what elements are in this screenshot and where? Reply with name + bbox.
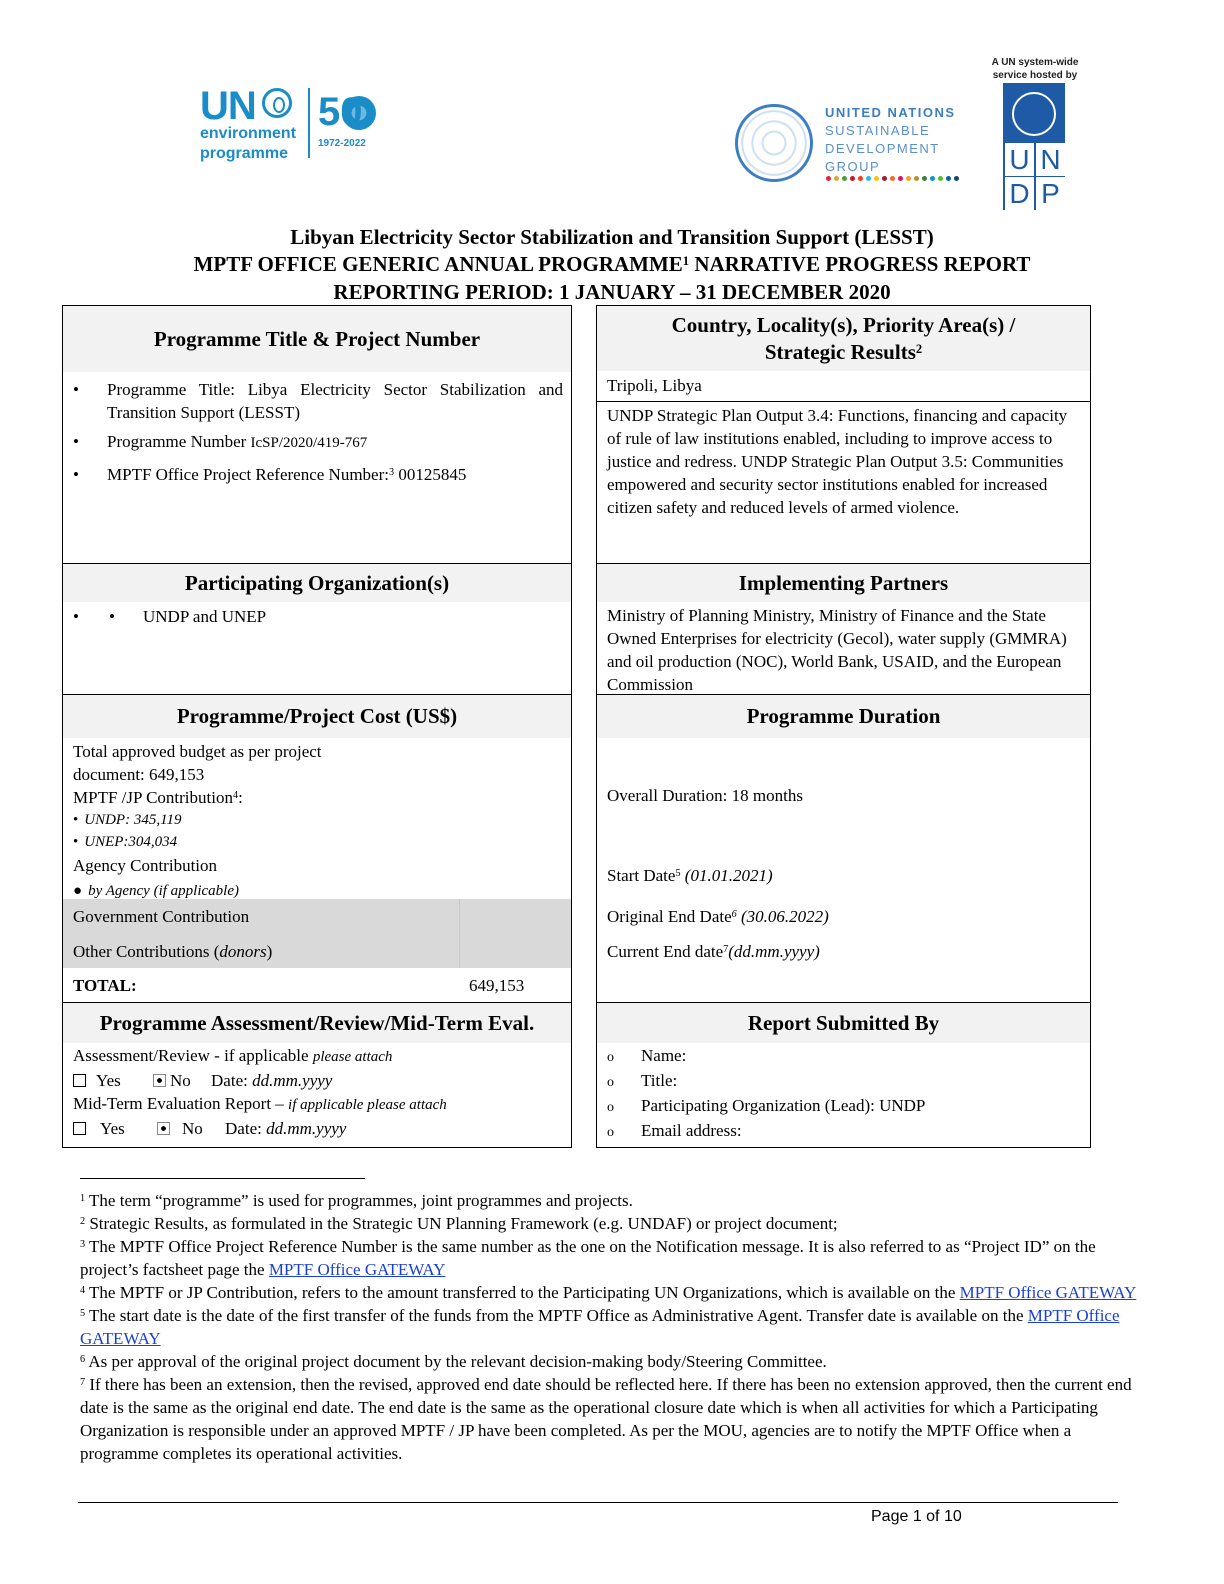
submitted-name: o Name: — [607, 1046, 687, 1065]
project-cost-details: Total approved budget as per project document: 649,153 MPTF /JP Contribution$^4$: • UNDP: 345,119 • UNEP:304,034 Agency Contribution ● by Agency (if applicable) — [73, 740, 563, 902]
project-cost-header: Programme/Project Cost (US$) — [63, 695, 571, 738]
unep-logo-un-text: UN — [200, 84, 256, 128]
implementing-partners-header: Implementing Partners — [597, 564, 1090, 602]
review-no-checkbox[interactable] — [153, 1074, 166, 1087]
other-contributions: Other Contributions (donors) — [73, 942, 273, 961]
footnote-5: $^5$ The start date is the date of the first transfer of the funds from the MPTF Office as Administrative Agent. Transfer date is available on the MPTF Office GATEWAY — [80, 1306, 1120, 1348]
undp-letter: U — [1005, 143, 1034, 176]
footnote-6: $^6$ As per approval of the original project document by the relevant decision-making body/Steering Committee. — [80, 1352, 827, 1371]
unsdg-wordmark: UNITED NATIONS SUSTAINABLE DEVELOPMENT GROUP — [825, 105, 956, 174]
total-value: 649,153 — [469, 976, 525, 995]
current-end-date: Current End date$^7$(dd.mm.yyyy) — [607, 942, 820, 961]
midterm-options: Yes No Date: dd.mm.yyyy — [73, 1117, 568, 1140]
unep-logo-divider — [308, 88, 310, 158]
assessment-header: Programme Assessment/Review/Mid-Term Eval. — [63, 1003, 571, 1043]
participating-org-header: Participating Organization(s) — [63, 564, 571, 602]
unep-globe-icon — [262, 88, 292, 118]
divider — [596, 401, 1091, 402]
footnote-separator — [80, 1178, 365, 1179]
mptf-reference-item: • MPTF Office Project Reference Number:$^3$ 00125845 — [63, 463, 563, 486]
footnote-1: $^1$ The term “programme” is used for programmes, joint programmes and projects. — [80, 1191, 633, 1210]
total-label: TOTAL: — [73, 976, 137, 995]
participating-org-list — [63, 605, 563, 628]
country-priority-header: Country, Locality(s), Priority Area(s) / Strategic Results$^2$ — [597, 306, 1090, 371]
report-submitted-header: Report Submitted By — [597, 1003, 1090, 1043]
undp-contribution: UNDP: 345,119 — [84, 812, 182, 828]
assessment-review-options: Yes No Date: dd.mm.yyyy — [73, 1069, 568, 1092]
submitted-title: o Title: — [607, 1071, 678, 1090]
reporting-period: REPORTING PERIOD: 1 JANUARY – 31 DECEMBER 2020 — [333, 280, 891, 304]
undp-letter: P — [1036, 177, 1065, 210]
unep-logo-wordmark: environment programme — [200, 125, 297, 162]
strategic-results: UNDP Strategic Plan Output 3.4: Functions, financing and capacity of rule of law institutions enabled, including to improve access to justice and redress. UNDP Strategic Plan Output 3.5: Communities empowered and security sector institutions enabled for increased citizen safety and reduced levels of armed violence. — [607, 406, 1068, 517]
report-title-line-1: Libyan Electricity Sector Stabilization and Transition Support (LESST) — [290, 225, 934, 249]
undp-letter: D — [1005, 177, 1034, 210]
gateway-link[interactable]: MPTF Office GATEWAY — [959, 1283, 1137, 1302]
footnotes — [80, 1189, 1140, 1465]
programme-number-item: • Programme Number IcSP/2020/419-767 — [63, 430, 563, 455]
review-yes-checkbox[interactable] — [73, 1074, 86, 1087]
footnote-4: $^4$ The MPTF or JP Contribution, refers to the amount transferred to the Participating UN Organizations, which is available on the MPTF Office GATEWAY — [80, 1283, 1137, 1302]
report-title-line-2: MPTF OFFICE GENERIC ANNUAL PROGRAMME$^1$ NARRATIVE PROGRESS REPORT — [193, 252, 1031, 276]
programme-duration-header: Programme Duration — [597, 695, 1090, 738]
undp-un-emblem-icon — [1012, 92, 1056, 136]
undp-letter: N — [1036, 143, 1065, 176]
programme-title-item: • Programme Title: Libya Electricity Sector Stabilization and Transition Support (LESST) — [63, 378, 563, 424]
undp-tagline: A UN system-wide service hosted by — [991, 57, 1079, 81]
page-number: Page 1 of 10 — [871, 1508, 962, 1525]
government-contribution: Government Contribution — [73, 907, 250, 926]
gateway-link[interactable]: MPTF Office GATEWAY — [268, 1260, 446, 1279]
overall-duration: Overall Duration: 18 months — [607, 786, 803, 805]
programme-title-header: Programme Title & Project Number — [63, 306, 571, 372]
midterm-no-checkbox[interactable] — [157, 1122, 170, 1135]
agency-contribution-label: Agency Contribution — [73, 856, 218, 875]
gateway-link[interactable]: MPTF Office GATEWAY — [80, 1306, 1120, 1348]
start-date: Start Date$^5$ (01.01.2021) — [607, 866, 773, 885]
column-divider — [459, 899, 460, 968]
footnote-7: $^7$ If there has been an extension, then the revised, approved end date should be reflected here. If there has been no extension approved, then the current end date is the same as the original end date. The end date is the same as the operational closure date which is when all activities for which a Participating Organization is responsible under an approved MPTF / JP have been completed. As per the MOU, agencies are to notify the MPTF Office when a programme completes its operational activities. — [80, 1375, 1132, 1463]
unep-anniversary-number: 50 — [318, 90, 363, 134]
submitted-organization: o Participating Organization (Lead): UNDP — [607, 1096, 926, 1115]
assessment-details: Assessment/Review - if applicable please attach Yes No Date: dd.mm.yyyy Mid-Term Evaluation Report – if applicable please attach Yes No Date: dd.mm.yyyy — [73, 1044, 568, 1140]
midterm-yes-checkbox[interactable] — [73, 1122, 86, 1135]
sdg-color-dots — [826, 176, 959, 181]
unep-contribution: UNEP:304,034 — [84, 834, 178, 850]
participating-org-item: • • UNDP and UNEP — [63, 605, 563, 628]
location: Tripoli, Libya — [607, 376, 702, 395]
unep-anniversary-years: 1972-2022 — [318, 138, 366, 149]
un-emblem-icon — [735, 104, 813, 182]
original-end-date: Original End Date$^6$ (30.06.2022) — [607, 907, 829, 926]
footnote-2: $^2$ Strategic Results, as formulated in the Strategic UN Planning Framework (e.g. UNDAF) or project document; — [80, 1214, 838, 1233]
footnote-3: $^3$ The MPTF Office Project Reference Number is the same number as the one on the Notification message. It is also referred to as “Project ID” on the project’s factsheet page the MPTF Office GATEWAY — [80, 1237, 1096, 1279]
footer-rule — [78, 1502, 1118, 1503]
submitted-email: o Email address: — [607, 1121, 742, 1140]
submitted-by-list — [607, 1044, 1082, 1144]
programme-items — [63, 378, 563, 486]
implementing-partners: Ministry of Planning Ministry, Ministry of Finance and the State Owned Enterprises for electricity (Gecol), water supply (GMMRA) and oil production (NOC), World Bank, USAID, and the European Commission — [607, 606, 1067, 694]
